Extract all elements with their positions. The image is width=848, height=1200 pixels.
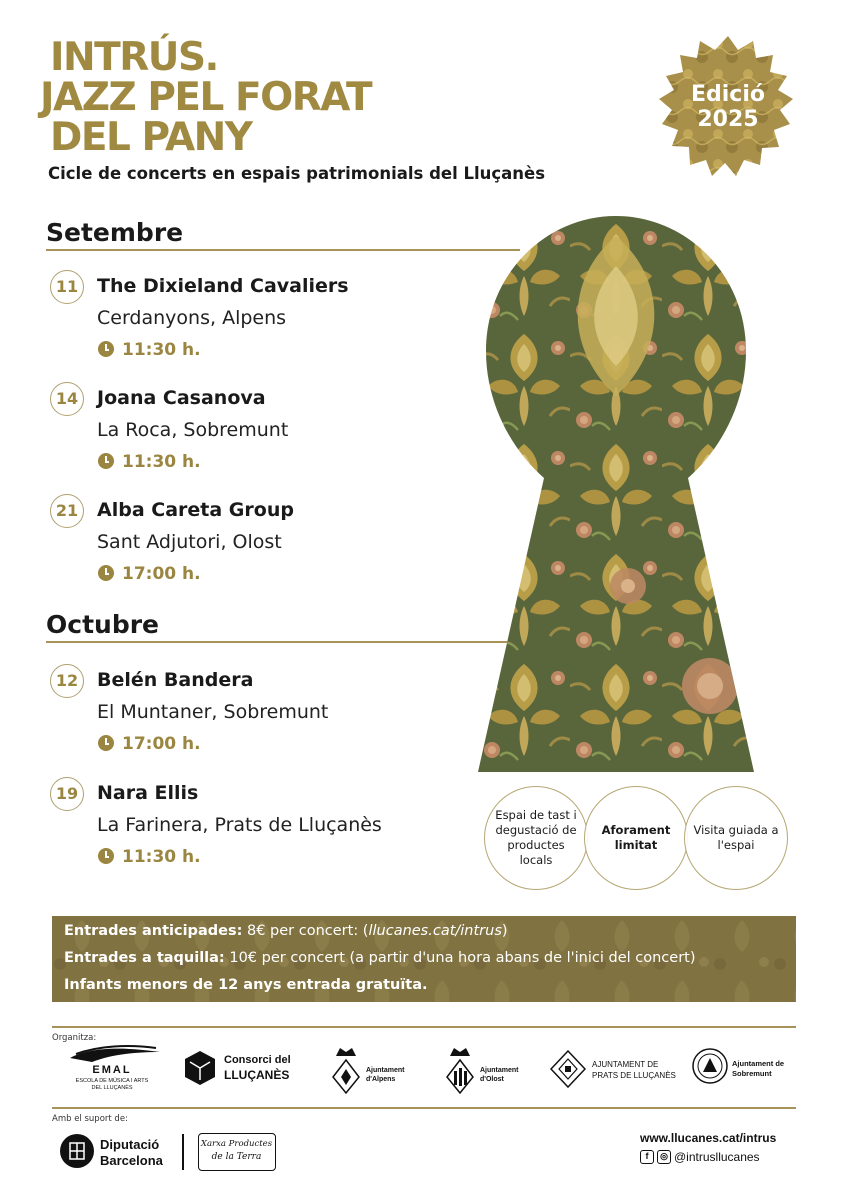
- feature-guided-visit: Visita guiada a l'espai: [684, 786, 788, 890]
- event-time-text: 17:00 h.: [122, 734, 201, 754]
- sobremunt-logo: [692, 1046, 796, 1092]
- month-heading-octubre: Octubre: [46, 610, 160, 639]
- emal-logo: [64, 1044, 164, 1094]
- ticket-advance-label: Entrades anticipades:: [64, 923, 243, 939]
- ticket-advance-close: ): [501, 923, 508, 939]
- title-line-1: INTRÚS.: [50, 35, 218, 80]
- ticket-advance: [64, 923, 508, 939]
- clock-icon: [98, 453, 114, 469]
- footer-website-link[interactable]: www.llucanes.cat/intrus: [640, 1131, 777, 1145]
- event-artist: Nara Ellis: [97, 782, 199, 804]
- event-place: La Roca, Sobremunt: [97, 419, 289, 441]
- title-line-3: DEL PANY: [50, 115, 252, 160]
- alpens-shield-icon: [332, 1044, 360, 1094]
- diputacio-emblem-icon: [60, 1134, 94, 1168]
- event-item: [50, 494, 470, 590]
- event-time-text: 11:30 h.: [122, 340, 201, 360]
- consorci-line-1: Consorci del: [224, 1054, 291, 1066]
- emal-sub-1: ESCOLA DE MÚSICA I ARTS: [75, 1078, 149, 1084]
- ticket-advance-link[interactable]: llucanes.cat/intrus: [368, 923, 502, 939]
- feature-tasting: Espai de tast i degustació de productes locals: [484, 786, 588, 890]
- olost-logo: [446, 1044, 532, 1096]
- month-divider: [46, 641, 520, 643]
- keyhole-illustration: [478, 216, 754, 772]
- consorci-logo: [182, 1050, 297, 1088]
- support-vertical-divider: [182, 1134, 184, 1170]
- facebook-icon[interactable]: f: [640, 1150, 654, 1164]
- event-time: [98, 564, 201, 584]
- event-time: [98, 847, 201, 867]
- event-place: El Muntaner, Sobremunt: [97, 701, 329, 723]
- footer-social: [640, 1150, 760, 1164]
- event-time: [98, 452, 201, 472]
- event-day: 11: [50, 270, 84, 304]
- event-time: [98, 734, 201, 754]
- event-day: 12: [50, 664, 84, 698]
- event-time-text: 11:30 h.: [122, 452, 201, 472]
- event-day: 14: [50, 382, 84, 416]
- prats-logo: [550, 1050, 676, 1090]
- clock-icon: [98, 848, 114, 864]
- event-time-text: 17:00 h.: [122, 564, 201, 584]
- ticket-door: [64, 950, 696, 966]
- event-item: [50, 270, 470, 366]
- event-day: 21: [50, 494, 84, 528]
- prats-emblem-icon: [550, 1050, 586, 1088]
- clock-icon: [98, 735, 114, 751]
- clock-icon: [98, 341, 114, 357]
- ticket-kids: Infants menors de 12 anys entrada gratuïta.: [64, 977, 428, 993]
- event-artist: Joana Casanova: [97, 387, 266, 409]
- sobremunt-seal-icon: [692, 1046, 728, 1086]
- consorci-emblem-icon: [182, 1050, 218, 1086]
- alpens-line-2: d'Alpens: [366, 1076, 396, 1083]
- organizers-label: Organitza:: [52, 1033, 97, 1043]
- social-handle[interactable]: @intrusllucanes: [674, 1150, 760, 1164]
- event-place: La Farinera, Prats de Lluçanès: [97, 814, 382, 836]
- olost-line-2: d'Olost: [480, 1076, 504, 1083]
- support-divider: [52, 1107, 796, 1109]
- emal-sub-2: DEL LLUÇANÈS: [91, 1085, 133, 1091]
- event-item: [50, 382, 470, 478]
- diputacio-line-1: Diputació: [100, 1137, 160, 1152]
- organizers-divider: [52, 1026, 796, 1028]
- poster-title: [40, 35, 372, 160]
- feature-limited-capacity: Aforament limitat: [584, 786, 688, 890]
- edition-badge-text: [650, 82, 806, 132]
- event-item: [50, 664, 470, 760]
- tickets-band: [52, 916, 796, 1002]
- event-time: [98, 340, 201, 360]
- clock-icon: [98, 565, 114, 581]
- xarxa-line-1: Xarxa Productes: [200, 1139, 273, 1149]
- event-artist: Belén Bandera: [97, 669, 254, 691]
- xarxa-line-2: de la Terra: [211, 1152, 262, 1162]
- subtitle: Cicle de concerts en espais patrimonials del Lluçanès: [48, 164, 546, 183]
- sobremunt-line-2: Sobremunt: [732, 1069, 772, 1078]
- instagram-icon[interactable]: ◎: [657, 1150, 671, 1164]
- support-label: Amb el suport de:: [52, 1114, 128, 1124]
- event-item: [50, 777, 470, 873]
- diputacio-line-2: Barcelona: [100, 1153, 163, 1168]
- title-line-2: JAZZ PEL FORAT: [40, 75, 372, 120]
- xarxa-logo: [198, 1133, 276, 1171]
- sobremunt-line-1: Ajuntament de: [732, 1059, 785, 1068]
- emal-brush-icon: [68, 1044, 164, 1064]
- event-place: Sant Adjutori, Olost: [97, 531, 282, 553]
- olost-line-1: Ajuntament: [480, 1067, 519, 1074]
- event-artist: Alba Careta Group: [97, 499, 294, 521]
- diputacio-logo: [60, 1134, 180, 1172]
- consorci-line-2: LLUÇANÈS: [224, 1068, 290, 1082]
- month-heading-setembre: Setembre: [46, 218, 184, 247]
- alpens-line-1: Ajuntament: [366, 1067, 405, 1074]
- ticket-door-label: Entrades a taquilla:: [64, 950, 225, 966]
- emal-name: EMAL: [92, 1064, 132, 1076]
- prats-line-2: PRATS DE LLUÇANÈS: [592, 1071, 676, 1080]
- ticket-door-text: 10€ per concert (a partir d'una hora abans de l'inici del concert): [224, 950, 696, 966]
- badge-line-1: Edició: [690, 82, 765, 107]
- event-place: Cerdanyons, Alpens: [97, 307, 287, 329]
- alpens-logo: [332, 1044, 418, 1096]
- event-artist: The Dixieland Cavaliers: [97, 275, 349, 297]
- ticket-advance-text: 8€ per concert: (: [242, 923, 369, 939]
- prats-line-1: AJUNTAMENT DE: [592, 1060, 659, 1069]
- event-time-text: 11:30 h.: [122, 847, 201, 867]
- olost-shield-icon: [446, 1044, 474, 1094]
- badge-line-2: 2025: [697, 107, 759, 132]
- event-day: 19: [50, 777, 84, 811]
- month-divider: [46, 249, 520, 251]
